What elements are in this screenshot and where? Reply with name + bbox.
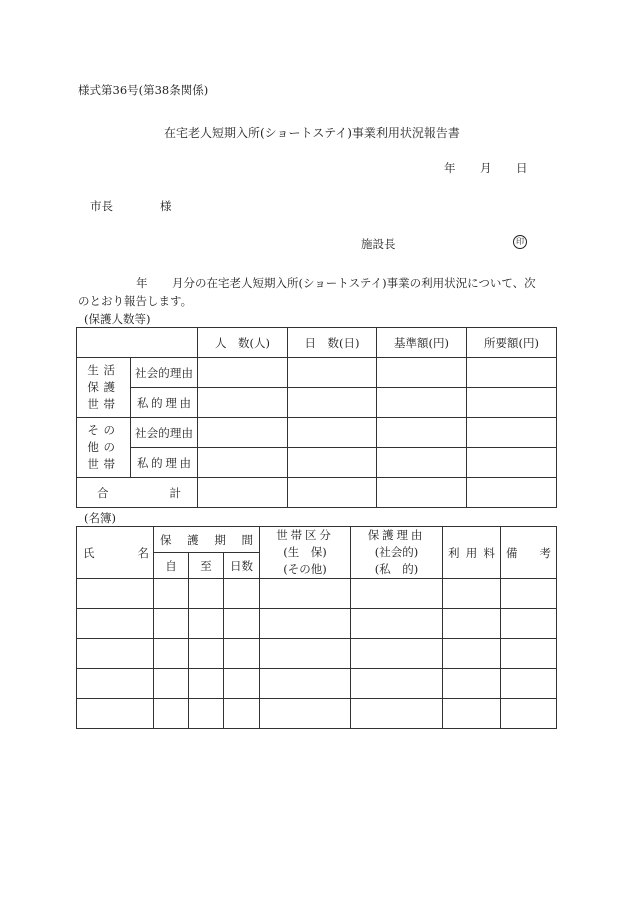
cell <box>260 579 351 609</box>
cell <box>77 639 154 669</box>
header-days: 日 数(日) <box>288 328 377 358</box>
row-other-private: 私的理由 <box>131 448 198 478</box>
household-type-sub1: (生 保) <box>283 545 327 559</box>
cell <box>288 358 377 388</box>
cell <box>351 579 443 609</box>
cell <box>443 699 501 729</box>
cell <box>288 478 377 508</box>
cell <box>467 448 557 478</box>
header-days-count: 日数 <box>224 553 260 579</box>
total-label: 合計 <box>77 478 198 508</box>
summary-caption: (保護人数等) <box>84 312 151 326</box>
cell <box>288 448 377 478</box>
roster-row <box>77 639 557 669</box>
cell <box>501 669 557 699</box>
summary-table <box>76 327 557 508</box>
cell <box>224 699 260 729</box>
honorific: 様 <box>160 199 172 213</box>
cell <box>443 579 501 609</box>
cell <box>224 669 260 699</box>
cell <box>467 418 557 448</box>
cell <box>351 699 443 729</box>
cell <box>198 418 288 448</box>
cell <box>77 669 154 699</box>
protection-reason-label: 保護理由 <box>367 528 426 542</box>
cell <box>443 609 501 639</box>
cell <box>377 358 467 388</box>
cell <box>288 418 377 448</box>
header-to: 至 <box>189 553 224 579</box>
cell <box>351 669 443 699</box>
group-other-text: その他の世帯 <box>87 423 120 471</box>
cell <box>154 699 189 729</box>
header-count: 人 数(人) <box>198 328 288 358</box>
cell <box>351 609 443 639</box>
header-period: 保護期間 <box>154 527 260 553</box>
roster-row <box>77 699 557 729</box>
row-other-social: 社会的理由 <box>131 418 198 448</box>
cell <box>189 609 224 639</box>
cell <box>189 639 224 669</box>
seal-icon: 印 <box>513 235 527 249</box>
cell <box>501 609 557 639</box>
cell <box>189 669 224 699</box>
cell <box>154 669 189 699</box>
date-year: 年 <box>444 161 456 175</box>
cell <box>154 609 189 639</box>
group-welfare-label <box>77 358 131 418</box>
cell <box>77 609 154 639</box>
body-line1: 月分の在宅老人短期入所(ショートステイ)事業の利用状況について、次 <box>172 276 536 290</box>
header-base-amount: 基準額(円) <box>377 328 467 358</box>
cell <box>260 609 351 639</box>
document-title: 在宅老人短期入所(ショートステイ)事業利用状況報告書 <box>164 126 460 140</box>
cell <box>467 388 557 418</box>
cell <box>198 478 288 508</box>
city-mayor: 市長 <box>90 199 113 213</box>
header-name: 氏名 <box>77 527 154 579</box>
cell <box>467 478 557 508</box>
cell <box>224 609 260 639</box>
body-line2: のとおり報告します。 <box>78 294 193 308</box>
header-household-type <box>260 527 351 579</box>
form-number: 様式第36号(第38条関係) <box>78 83 209 97</box>
cell <box>260 699 351 729</box>
cell <box>154 639 189 669</box>
cell <box>154 579 189 609</box>
cell <box>377 388 467 418</box>
household-type-sub2: (その他) <box>283 562 327 576</box>
header-fee: 利用料 <box>443 527 501 579</box>
header-from: 自 <box>154 553 189 579</box>
cell <box>443 639 501 669</box>
cell <box>198 358 288 388</box>
row-welfare-social: 社会的理由 <box>131 358 198 388</box>
cell <box>377 478 467 508</box>
cell <box>224 579 260 609</box>
household-type-label: 世帯区分 <box>276 528 334 542</box>
cell <box>224 639 260 669</box>
roster-row <box>77 609 557 639</box>
cell <box>198 388 288 418</box>
group-other-label <box>77 418 131 478</box>
cell <box>377 418 467 448</box>
group-welfare-text: 生活保護世帯 <box>87 363 120 411</box>
cell <box>377 448 467 478</box>
header-remarks: 備考 <box>501 527 557 579</box>
cell <box>260 669 351 699</box>
cell <box>189 699 224 729</box>
cell <box>77 699 154 729</box>
summary-header-blank <box>77 328 198 358</box>
cell <box>198 448 288 478</box>
cell <box>260 639 351 669</box>
cell <box>443 669 501 699</box>
cell <box>467 358 557 388</box>
body-year: 年 <box>136 276 148 290</box>
header-protection-reason <box>351 527 443 579</box>
roster-table <box>76 526 557 729</box>
date-day: 日 <box>516 161 528 175</box>
cell <box>501 579 557 609</box>
cell <box>189 579 224 609</box>
cell <box>501 639 557 669</box>
roster-caption: (名簿) <box>84 511 116 525</box>
protection-reason-sub1: (社会的) <box>374 545 419 559</box>
facility-head-label: 施設長 <box>361 237 396 251</box>
cell <box>77 579 154 609</box>
protection-reason-sub2: (私 的) <box>374 562 419 576</box>
cell <box>501 699 557 729</box>
date-month: 月 <box>480 161 492 175</box>
roster-row <box>77 579 557 609</box>
header-required-amount: 所要額(円) <box>467 328 557 358</box>
row-welfare-private: 私的理由 <box>131 388 198 418</box>
roster-row <box>77 669 557 699</box>
cell <box>288 388 377 418</box>
cell <box>351 639 443 669</box>
